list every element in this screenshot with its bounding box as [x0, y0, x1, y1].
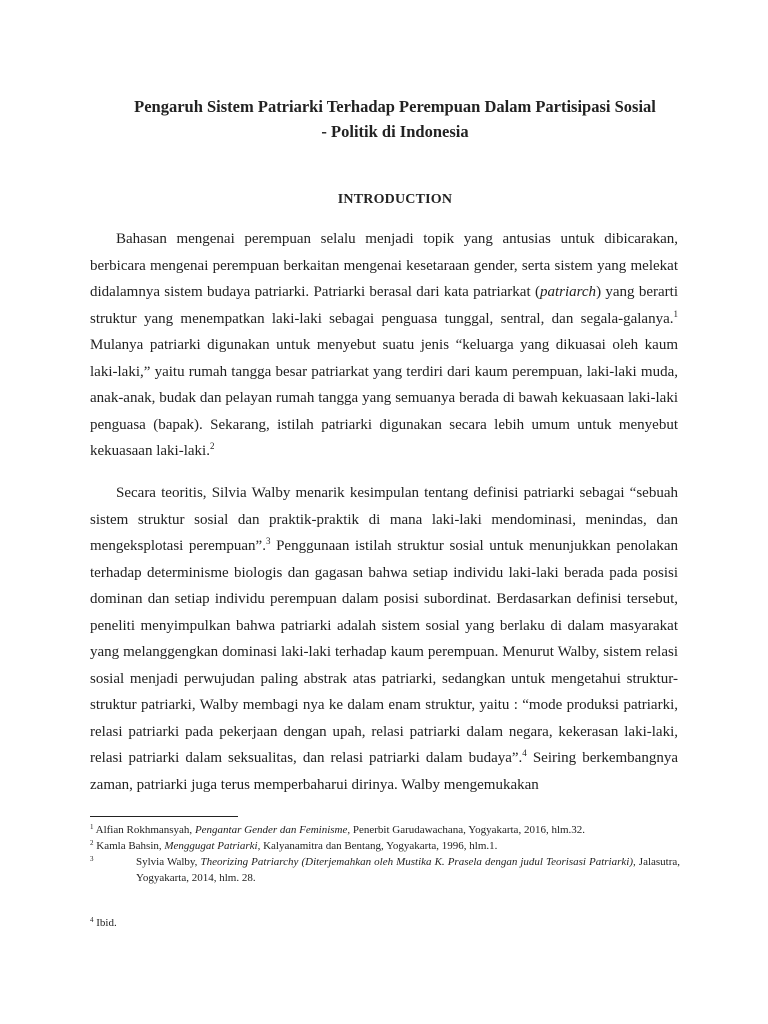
footnote-number: 4: [90, 916, 94, 924]
footnote-number: 2: [90, 839, 94, 847]
document-title: [80, 94, 710, 144]
footnote-2: [90, 838, 680, 854]
footnote-number: 1: [90, 823, 94, 831]
footnote-ref-3[interactable]: 3: [265, 536, 271, 546]
title-line-1: Pengaruh Sistem Patriarki Terhadap Perempuan Dalam Partisipasi Sosial: [134, 97, 656, 116]
footnote-separator: [90, 816, 238, 817]
footnote-4: [90, 917, 117, 929]
footnote-ref-2[interactable]: 2: [209, 441, 215, 451]
paragraph-2: [90, 480, 678, 798]
footnote-italic: Theorizing Patriarchy (Diterjemahkan oleh Mustika K. Prasela dengan judul Teorisasi Patriarki),: [200, 856, 636, 868]
paragraph-1-text-2: ) yang berarti struktur yang menempatkan laki-laki sebagai penguasa tunggal, sentral, dan segala-galanya.: [90, 284, 678, 327]
paragraph-2-text-3: Seiring berkembangnya zaman, patriarki juga terus memperbaharui dirinya. Walby mengemukakan: [90, 750, 678, 793]
paragraph-1: [90, 226, 678, 465]
footnote-text: Kalyanamitra dan Bentang, Yogyakarta, 1996, hlm.1.: [260, 840, 498, 852]
footnote-text: Sylvia Walby,: [136, 856, 201, 868]
footnote-text: Jalasutra, Yogyakarta, 2014, hlm. 28.: [136, 856, 681, 884]
footnote-text: Kamla Bahsin,: [93, 840, 165, 852]
footnotes: [90, 822, 680, 886]
paragraph-2-text-1: Secara teoritis, Silvia Walby menarik kesimpulan tentang definisi patriarki sebagai “sebuah sistem struktur sosial dan praktik-praktik di mana laki-laki mendominasi, menindas, dan mengeksplotasi perempuan”.: [90, 485, 678, 554]
footnote-text: Ibid.: [93, 917, 117, 929]
title-line-2: - Politik di Indonesia: [321, 122, 469, 141]
section-heading: INTRODUCTION: [337, 192, 453, 207]
footnote-text: Alfian Rokhmansyah,: [93, 824, 195, 836]
paragraph-1-text-3: Mulanya patriarki digunakan untuk menyebut suatu jenis “keluarga yang dikuasai oleh kaum laki-laki,” yaitu rumah tangga besar patriarkat yang terdiri dari kaum perempuan, laki-laki muda, anak-anak, budak dan pelayan rumah tangga yang semuanya berada di bawah kekuasaan laki-laki penguasa (bapak). Sekarang, istilah patriarki digunakan secara lebih umum untuk menyebut kekuasaan laki-laki.: [90, 337, 678, 459]
footnote-ref-1[interactable]: 1: [673, 308, 678, 319]
footnote-italic: Pengantar Gender dan Feminisme,: [194, 824, 351, 836]
footnote-ref-4[interactable]: 4: [522, 748, 527, 758]
footnote-1: [90, 822, 680, 838]
footnote-text: Penerbit Garudawachana, Yogyakarta, 2016, hlm.32.: [350, 824, 586, 836]
paragraph-1-italic: patriarch: [539, 284, 597, 300]
footnote-number: 3: [90, 855, 94, 863]
paragraph-1-text-1: Bahasan mengenai perempuan selalu menjadi topik yang antusias untuk dibicarakan, berbicara mengenai perempuan berkaitan mengenai kesetaraan gender, serta sistem yang melekat didalamnya sistem budaya patriarki. Patriarki berasal dari kata patriarkat (: [90, 231, 678, 300]
footnote-italic: Menggugat Patriarki,: [164, 840, 261, 852]
paragraph-2-text-2: Penggunaan istilah struktur sosial untuk menunjukkan penolakan terhadap determinisme biologis dan gagasan bahwa setiap individu laki-laki berada pada posisi dominan dan setiap individu perempuan dalam posisi subordinat. Berdasarkan definisi tersebut, peneliti menyimpulkan bahwa patriarki adalah sistem sosial yang berlaku di dalam masyarakat yang melanggengkan dominasi laki-laki terhadap kaum perempuan. Menurut Walby, sistem relasi sosial menjadi perwujudan paling abstrak atas patriarki, sedangkan untuk mengetahui struktur-struktur patriarki, Walby membagi nya ke dalam enam struktur, yaitu : “mode produksi patriarki, relasi patriarki pada pekerjaan dengan upah, relasi patriarki dalam negara, kekerasan laki-laki, relasi patriarki dalam seksualitas, dan relasi patriarki dalam budaya”.: [90, 538, 678, 766]
footnote-3: [90, 854, 680, 886]
